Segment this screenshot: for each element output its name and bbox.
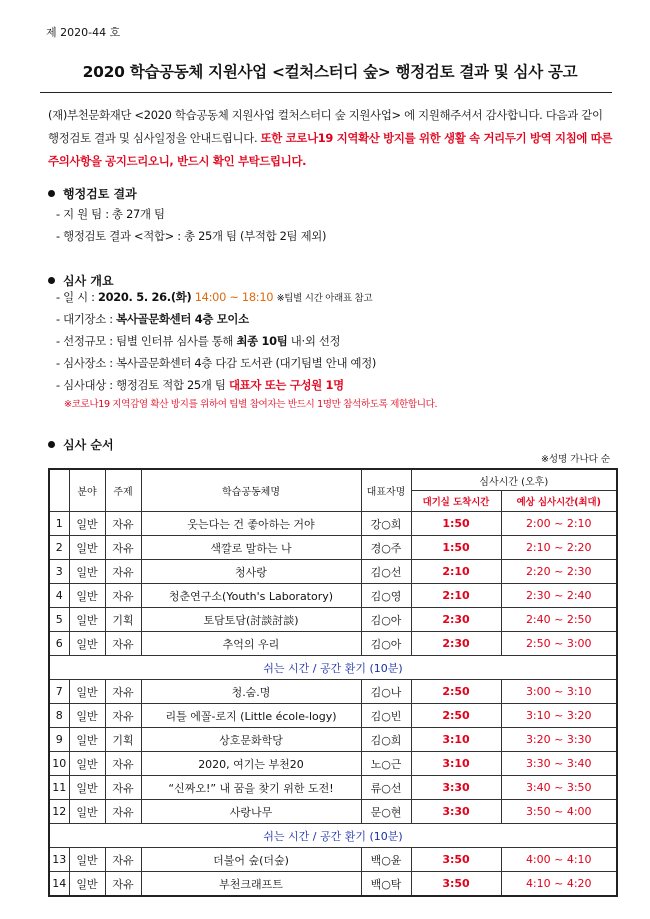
table-row <box>49 704 617 728</box>
header-time-group: 심사시간 (오후) <box>411 469 617 491</box>
table-row <box>49 584 617 608</box>
document-number: 제 2020-44 호 <box>46 26 121 39</box>
sort-note: ※성명 가나다 순 <box>540 454 610 465</box>
table-row <box>49 872 617 897</box>
row-wait-time: 3:10 <box>411 752 501 776</box>
intro-paragraph <box>48 104 614 173</box>
overview-waiting-place: - 대기장소 : 복사골문화센터 4층 모이소 <box>56 312 249 326</box>
bullet-icon <box>48 441 55 448</box>
row-field: 일반 <box>69 584 105 608</box>
overview-lines <box>56 286 376 396</box>
row-number: 9 <box>49 728 69 752</box>
row-wait-time: 3:50 <box>411 848 501 872</box>
section-order-heading <box>48 436 114 453</box>
row-community-name: 리틀 에꼴-로지 (Little école-logy) <box>141 704 361 728</box>
row-representative: 김○영 <box>361 584 411 608</box>
row-topic: 기획 <box>105 608 141 632</box>
section-admin-review-heading <box>48 185 137 202</box>
row-topic: 자유 <box>105 680 141 704</box>
row-community-name: 2020, 여기는 부천20 <box>141 752 361 776</box>
row-wait-time: 1:50 <box>411 536 501 560</box>
intro-highlight: 또한 코로나19 지역확산 방지를 위한 생활 속 거리두기 방역 지침에 따른 주의사항을 공지드리오니, 반드시 확인 부탁드립니다. <box>48 131 613 168</box>
row-representative: 문○현 <box>361 800 411 824</box>
row-number: 2 <box>49 536 69 560</box>
row-representative: 류○선 <box>361 776 411 800</box>
header-field: 분야 <box>69 469 105 512</box>
row-community-name: 색깔로 말하는 나 <box>141 536 361 560</box>
row-wait-time: 2:30 <box>411 632 501 656</box>
table-row <box>49 632 617 656</box>
row-exam-time: 4:10 ~ 4:20 <box>501 872 617 897</box>
schedule-table <box>48 468 618 897</box>
row-field: 일반 <box>69 704 105 728</box>
row-community-name: 추억의 우리 <box>141 632 361 656</box>
row-representative: 김○희 <box>361 728 411 752</box>
section-title: 심사 순서 <box>63 438 114 452</box>
table-row <box>49 560 617 584</box>
overview-date: - 일 시 : 2020. 5. 26.(화) 14:00 ~ 18:10 ※팀별 시간 아래표 참고 <box>56 290 373 304</box>
row-field: 일반 <box>69 632 105 656</box>
row-topic: 자유 <box>105 800 141 824</box>
header-no <box>49 469 69 512</box>
row-representative: 김○나 <box>361 680 411 704</box>
section-title: 행정검토 결과 <box>63 187 137 201</box>
row-wait-time: 3:30 <box>411 800 501 824</box>
row-representative: 경○주 <box>361 536 411 560</box>
row-field: 일반 <box>69 752 105 776</box>
break-label: 쉬는 시간 / 공간 환기 (10분) <box>49 656 617 680</box>
row-exam-time: 3:50 ~ 4:00 <box>501 800 617 824</box>
row-wait-time: 1:50 <box>411 512 501 536</box>
row-wait-time: 2:10 <box>411 584 501 608</box>
row-community-name: 청춘연구소(Youth's Laboratory) <box>141 584 361 608</box>
document-title: 2020 학습공동체 지원사업 <컬처스터디 숲> 행정검토 결과 및 심사 공고 <box>82 63 578 81</box>
overview-venue: - 심사장소 : 복사골문화센터 4층 다감 도서관 (대기팀별 안내 예정) <box>56 356 377 370</box>
row-topic: 자유 <box>105 848 141 872</box>
row-exam-time: 3:10 ~ 3:20 <box>501 704 617 728</box>
row-number: 6 <box>49 632 69 656</box>
row-topic: 자유 <box>105 512 141 536</box>
row-number: 10 <box>49 752 69 776</box>
row-exam-time: 2:30 ~ 2:40 <box>501 584 617 608</box>
row-topic: 자유 <box>105 704 141 728</box>
applicant-count: - 지 원 팀 : 총 27개 팀 <box>56 207 165 221</box>
row-representative: 김○아 <box>361 608 411 632</box>
row-number: 8 <box>49 704 69 728</box>
row-community-name: 청.숨.명 <box>141 680 361 704</box>
row-wait-time: 2:50 <box>411 680 501 704</box>
row-field: 일반 <box>69 872 105 897</box>
row-number: 7 <box>49 680 69 704</box>
break-row <box>49 656 617 680</box>
schedule-body <box>49 512 617 897</box>
bullet-icon <box>48 190 55 197</box>
row-community-name: 부천크래프트 <box>141 872 361 897</box>
row-topic: 기획 <box>105 728 141 752</box>
row-community-name: 토담토담(討談討談) <box>141 608 361 632</box>
row-field: 일반 <box>69 536 105 560</box>
table-row <box>49 752 617 776</box>
header-topic: 주제 <box>105 469 141 512</box>
row-representative: 김○빈 <box>361 704 411 728</box>
row-field: 일반 <box>69 608 105 632</box>
row-field: 일반 <box>69 512 105 536</box>
row-field: 일반 <box>69 680 105 704</box>
overview-target: - 심사대상 : 행정검토 적합 25개 팀 대표자 또는 구성원 1명 <box>56 378 344 392</box>
table-row <box>49 536 617 560</box>
row-number: 13 <box>49 848 69 872</box>
row-representative: 강○희 <box>361 512 411 536</box>
row-topic: 자유 <box>105 560 141 584</box>
row-exam-time: 3:40 ~ 3:50 <box>501 776 617 800</box>
row-exam-time: 2:10 ~ 2:20 <box>501 536 617 560</box>
admin-review-lines <box>56 203 326 247</box>
row-community-name: 웃는다는 건 좋아하는 거야 <box>141 512 361 536</box>
row-topic: 자유 <box>105 632 141 656</box>
intro-text: (재)부천문화재단 <2020 학습공동체 지원사업 컬처스터디 숲 지원사업> 에 지원해주셔서 감사합니다. 다음과 같이 행정검토 결과 및 심사일정을 안내드립니다. <box>48 108 603 145</box>
review-result: - 행정검토 결과 <적합> : 총 25개 팀 (부적합 2팀 제외) <box>56 229 327 243</box>
row-exam-time: 3:30 ~ 3:40 <box>501 752 617 776</box>
row-field: 일반 <box>69 848 105 872</box>
header-wait-time: 대기실 도착시간 <box>411 491 501 512</box>
row-exam-time: 3:20 ~ 3:30 <box>501 728 617 752</box>
row-number: 1 <box>49 512 69 536</box>
row-field: 일반 <box>69 728 105 752</box>
break-label: 쉬는 시간 / 공간 환기 (10분) <box>49 824 617 848</box>
row-community-name: 상호문화학당 <box>141 728 361 752</box>
row-representative: 백○윤 <box>361 848 411 872</box>
row-wait-time: 3:30 <box>411 776 501 800</box>
row-exam-time: 2:00 ~ 2:10 <box>501 512 617 536</box>
row-number: 3 <box>49 560 69 584</box>
title-divider <box>40 92 612 93</box>
table-row <box>49 512 617 536</box>
row-wait-time: 3:50 <box>411 872 501 897</box>
row-representative: 김○선 <box>361 560 411 584</box>
row-community-name: 사랑나무 <box>141 800 361 824</box>
row-topic: 자유 <box>105 776 141 800</box>
covid-note: ※코로나19 지역감염 확산 방지를 위하여 팀별 참여자는 반드시 1명만 참석하도록 제한합니다. <box>64 399 438 410</box>
table-row <box>49 776 617 800</box>
row-topic: 자유 <box>105 536 141 560</box>
row-topic: 자유 <box>105 872 141 897</box>
row-representative: 노○근 <box>361 752 411 776</box>
row-community-name: 더불어 숲(더숲) <box>141 848 361 872</box>
row-representative: 김○아 <box>361 632 411 656</box>
row-field: 일반 <box>69 800 105 824</box>
row-wait-time: 2:10 <box>411 560 501 584</box>
row-number: 14 <box>49 872 69 897</box>
row-number: 5 <box>49 608 69 632</box>
table-row <box>49 608 617 632</box>
row-community-name: “신짜오!” 내 꿈을 찾기 위한 도전! <box>141 776 361 800</box>
row-representative: 백○탁 <box>361 872 411 897</box>
table-row <box>49 800 617 824</box>
row-wait-time: 2:30 <box>411 608 501 632</box>
row-number: 4 <box>49 584 69 608</box>
row-exam-time: 2:50 ~ 3:00 <box>501 632 617 656</box>
row-field: 일반 <box>69 560 105 584</box>
row-wait-time: 2:50 <box>411 704 501 728</box>
row-field: 일반 <box>69 776 105 800</box>
row-wait-time: 3:10 <box>411 728 501 752</box>
break-row <box>49 824 617 848</box>
table-row <box>49 848 617 872</box>
row-topic: 자유 <box>105 584 141 608</box>
header-exam-time: 예상 심사시간(최대) <box>501 491 617 512</box>
bullet-icon <box>48 277 55 284</box>
row-exam-time: 4:00 ~ 4:10 <box>501 848 617 872</box>
row-community-name: 청사랑 <box>141 560 361 584</box>
table-row <box>49 728 617 752</box>
header-representative: 대표자명 <box>361 469 411 512</box>
section-title: 심사 개요 <box>63 274 114 288</box>
row-exam-time: 3:00 ~ 3:10 <box>501 680 617 704</box>
row-number: 12 <box>49 800 69 824</box>
row-exam-time: 2:20 ~ 2:30 <box>501 560 617 584</box>
row-number: 11 <box>49 776 69 800</box>
header-community-name: 학습공동체명 <box>141 469 361 512</box>
table-row <box>49 680 617 704</box>
row-topic: 자유 <box>105 752 141 776</box>
row-exam-time: 2:40 ~ 2:50 <box>501 608 617 632</box>
overview-scale: - 선정규모 : 팀별 인터뷰 심사를 통해 최종 10팀 내·외 선정 <box>56 334 341 348</box>
